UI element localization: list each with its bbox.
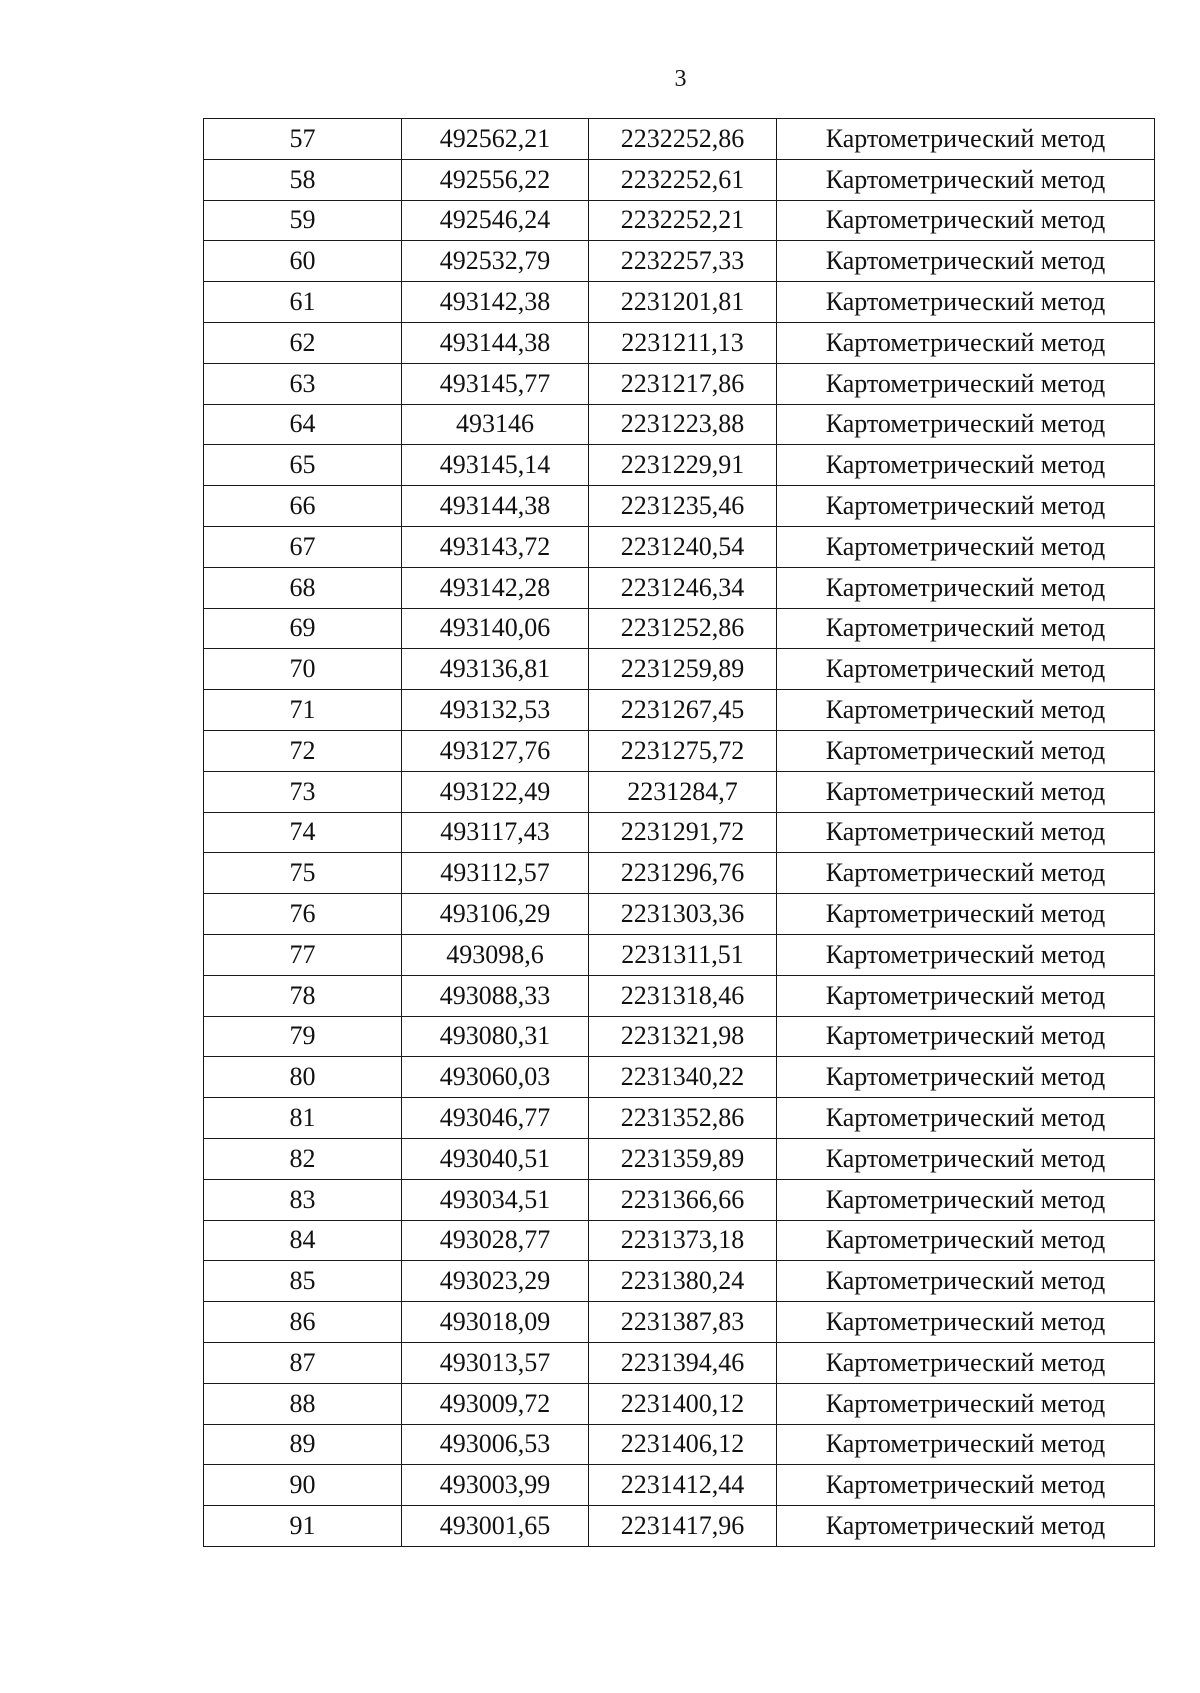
table-row: [204, 771, 1155, 812]
method-cell: Картометрический метод: [777, 1383, 1155, 1424]
x-coordinate-cell: 493046,77: [402, 1098, 589, 1139]
point-number-cell: 62: [204, 322, 402, 363]
x-coordinate-cell: 493106,29: [402, 894, 589, 935]
table-row: [204, 1220, 1155, 1261]
method-cell: Картометрический метод: [777, 730, 1155, 771]
method-cell: Картометрический метод: [777, 1302, 1155, 1343]
point-number-cell: 59: [204, 200, 402, 241]
x-coordinate-cell: 493140,06: [402, 608, 589, 649]
method-cell: Картометрический метод: [777, 567, 1155, 608]
x-coordinate-cell: 493146: [402, 404, 589, 445]
x-coordinate-cell: 493117,43: [402, 812, 589, 853]
coordinates-table-body: [204, 119, 1155, 1547]
x-coordinate-cell: 493144,38: [402, 486, 589, 527]
table-row: [204, 567, 1155, 608]
point-number-cell: 69: [204, 608, 402, 649]
x-coordinate-cell: 493001,65: [402, 1506, 589, 1547]
point-number-cell: 82: [204, 1138, 402, 1179]
point-number-cell: 71: [204, 690, 402, 731]
y-coordinate-cell: 2231267,45: [589, 690, 777, 731]
table-row: [204, 1424, 1155, 1465]
point-number-cell: 68: [204, 567, 402, 608]
y-coordinate-cell: 2231240,54: [589, 526, 777, 567]
table-row: [204, 322, 1155, 363]
y-coordinate-cell: 2231417,96: [589, 1506, 777, 1547]
x-coordinate-cell: 493145,14: [402, 445, 589, 486]
point-number-cell: 89: [204, 1424, 402, 1465]
y-coordinate-cell: 2231201,81: [589, 282, 777, 323]
table-row: [204, 1261, 1155, 1302]
x-coordinate-cell: 493009,72: [402, 1383, 589, 1424]
x-coordinate-cell: 493143,72: [402, 526, 589, 567]
method-cell: Картометрический метод: [777, 771, 1155, 812]
y-coordinate-cell: 2231303,36: [589, 894, 777, 935]
y-coordinate-cell: 2232252,21: [589, 200, 777, 241]
x-coordinate-cell: 493013,57: [402, 1342, 589, 1383]
page-number: 3: [674, 66, 687, 92]
y-coordinate-cell: 2231259,89: [589, 649, 777, 690]
y-coordinate-cell: 2231223,88: [589, 404, 777, 445]
method-cell: Картометрический метод: [777, 445, 1155, 486]
table-row: [204, 119, 1155, 160]
x-coordinate-cell: 493122,49: [402, 771, 589, 812]
x-coordinate-cell: 493145,77: [402, 363, 589, 404]
y-coordinate-cell: 2231229,91: [589, 445, 777, 486]
y-coordinate-cell: 2231296,76: [589, 853, 777, 894]
x-coordinate-cell: 493132,53: [402, 690, 589, 731]
point-number-cell: 58: [204, 159, 402, 200]
table-row: [204, 730, 1155, 771]
point-number-cell: 85: [204, 1261, 402, 1302]
y-coordinate-cell: 2231252,86: [589, 608, 777, 649]
method-cell: Картометрический метод: [777, 200, 1155, 241]
table-row: [204, 200, 1155, 241]
method-cell: Картометрический метод: [777, 1179, 1155, 1220]
method-cell: Картометрический метод: [777, 1220, 1155, 1261]
method-cell: Картометрический метод: [777, 1098, 1155, 1139]
y-coordinate-cell: 2231406,12: [589, 1424, 777, 1465]
y-coordinate-cell: 2231340,22: [589, 1057, 777, 1098]
table-row: [204, 486, 1155, 527]
point-number-cell: 57: [204, 119, 402, 160]
y-coordinate-cell: 2232252,61: [589, 159, 777, 200]
y-coordinate-cell: 2231211,13: [589, 322, 777, 363]
y-coordinate-cell: 2232257,33: [589, 241, 777, 282]
x-coordinate-cell: 493034,51: [402, 1179, 589, 1220]
table-row: [204, 1506, 1155, 1547]
table-row: [204, 1057, 1155, 1098]
point-number-cell: 63: [204, 363, 402, 404]
y-coordinate-cell: 2231284,7: [589, 771, 777, 812]
method-cell: Картометрический метод: [777, 608, 1155, 649]
x-coordinate-cell: 493040,51: [402, 1138, 589, 1179]
y-coordinate-cell: 2231400,12: [589, 1383, 777, 1424]
table-row: [204, 934, 1155, 975]
method-cell: Картометрический метод: [777, 690, 1155, 731]
method-cell: Картометрический метод: [777, 649, 1155, 690]
y-coordinate-cell: 2231318,46: [589, 975, 777, 1016]
table-row: [204, 282, 1155, 323]
point-number-cell: 70: [204, 649, 402, 690]
method-cell: Картометрический метод: [777, 975, 1155, 1016]
point-number-cell: 81: [204, 1098, 402, 1139]
method-cell: Картометрический метод: [777, 1342, 1155, 1383]
method-cell: Картометрический метод: [777, 1506, 1155, 1547]
y-coordinate-cell: 2231275,72: [589, 730, 777, 771]
point-number-cell: 87: [204, 1342, 402, 1383]
table-row: [204, 159, 1155, 200]
point-number-cell: 74: [204, 812, 402, 853]
table-row: [204, 1098, 1155, 1139]
point-number-cell: 77: [204, 934, 402, 975]
y-coordinate-cell: 2231359,89: [589, 1138, 777, 1179]
point-number-cell: 65: [204, 445, 402, 486]
table-row: [204, 975, 1155, 1016]
table-row: [204, 1383, 1155, 1424]
table-row: [204, 445, 1155, 486]
method-cell: Картометрический метод: [777, 1261, 1155, 1302]
point-number-cell: 66: [204, 486, 402, 527]
point-number-cell: 88: [204, 1383, 402, 1424]
x-coordinate-cell: 493006,53: [402, 1424, 589, 1465]
x-coordinate-cell: 493060,03: [402, 1057, 589, 1098]
point-number-cell: 79: [204, 1016, 402, 1057]
point-number-cell: 72: [204, 730, 402, 771]
y-coordinate-cell: 2232252,86: [589, 119, 777, 160]
method-cell: Картометрический метод: [777, 812, 1155, 853]
method-cell: Картометрический метод: [777, 363, 1155, 404]
y-coordinate-cell: 2231235,46: [589, 486, 777, 527]
y-coordinate-cell: 2231380,24: [589, 1261, 777, 1302]
table-row: [204, 812, 1155, 853]
y-coordinate-cell: 2231387,83: [589, 1302, 777, 1343]
method-cell: Картометрический метод: [777, 1424, 1155, 1465]
point-number-cell: 86: [204, 1302, 402, 1343]
table-row: [204, 526, 1155, 567]
y-coordinate-cell: 2231366,66: [589, 1179, 777, 1220]
method-cell: Картометрический метод: [777, 1138, 1155, 1179]
method-cell: Картометрический метод: [777, 486, 1155, 527]
x-coordinate-cell: 493142,28: [402, 567, 589, 608]
point-number-cell: 91: [204, 1506, 402, 1547]
table-row: [204, 363, 1155, 404]
coordinates-table: [203, 118, 1155, 1547]
y-coordinate-cell: 2231246,34: [589, 567, 777, 608]
method-cell: Картометрический метод: [777, 934, 1155, 975]
x-coordinate-cell: 493028,77: [402, 1220, 589, 1261]
y-coordinate-cell: 2231291,72: [589, 812, 777, 853]
table-row: [204, 1138, 1155, 1179]
x-coordinate-cell: 493142,38: [402, 282, 589, 323]
method-cell: Картометрический метод: [777, 282, 1155, 323]
method-cell: Картометрический метод: [777, 894, 1155, 935]
y-coordinate-cell: 2231352,86: [589, 1098, 777, 1139]
point-number-cell: 60: [204, 241, 402, 282]
x-coordinate-cell: 493080,31: [402, 1016, 589, 1057]
point-number-cell: 73: [204, 771, 402, 812]
table-row: [204, 404, 1155, 445]
table-row: [204, 1302, 1155, 1343]
method-cell: Картометрический метод: [777, 404, 1155, 445]
point-number-cell: 80: [204, 1057, 402, 1098]
x-coordinate-cell: 493144,38: [402, 322, 589, 363]
y-coordinate-cell: 2231321,98: [589, 1016, 777, 1057]
table-row: [204, 1179, 1155, 1220]
table-row: [204, 608, 1155, 649]
method-cell: Картометрический метод: [777, 1016, 1155, 1057]
y-coordinate-cell: 2231373,18: [589, 1220, 777, 1261]
table-row: [204, 1465, 1155, 1506]
x-coordinate-cell: 493127,76: [402, 730, 589, 771]
x-coordinate-cell: 492532,79: [402, 241, 589, 282]
x-coordinate-cell: 493088,33: [402, 975, 589, 1016]
x-coordinate-cell: 493003,99: [402, 1465, 589, 1506]
table-row: [204, 853, 1155, 894]
table-row: [204, 1016, 1155, 1057]
x-coordinate-cell: 493136,81: [402, 649, 589, 690]
y-coordinate-cell: 2231217,86: [589, 363, 777, 404]
point-number-cell: 84: [204, 1220, 402, 1261]
point-number-cell: 76: [204, 894, 402, 935]
x-coordinate-cell: 493023,29: [402, 1261, 589, 1302]
method-cell: Картометрический метод: [777, 322, 1155, 363]
x-coordinate-cell: 493018,09: [402, 1302, 589, 1343]
method-cell: Картометрический метод: [777, 1465, 1155, 1506]
method-cell: Картометрический метод: [777, 119, 1155, 160]
method-cell: Картометрический метод: [777, 526, 1155, 567]
table-row: [204, 1342, 1155, 1383]
y-coordinate-cell: 2231394,46: [589, 1342, 777, 1383]
point-number-cell: 83: [204, 1179, 402, 1220]
point-number-cell: 61: [204, 282, 402, 323]
x-coordinate-cell: 492556,22: [402, 159, 589, 200]
table-row: [204, 894, 1155, 935]
table-row: [204, 241, 1155, 282]
point-number-cell: 75: [204, 853, 402, 894]
x-coordinate-cell: 492546,24: [402, 200, 589, 241]
point-number-cell: 67: [204, 526, 402, 567]
method-cell: Картометрический метод: [777, 241, 1155, 282]
point-number-cell: 64: [204, 404, 402, 445]
point-number-cell: 78: [204, 975, 402, 1016]
method-cell: Картометрический метод: [777, 159, 1155, 200]
y-coordinate-cell: 2231412,44: [589, 1465, 777, 1506]
x-coordinate-cell: 492562,21: [402, 119, 589, 160]
y-coordinate-cell: 2231311,51: [589, 934, 777, 975]
method-cell: Картометрический метод: [777, 1057, 1155, 1098]
x-coordinate-cell: 493098,6: [402, 934, 589, 975]
point-number-cell: 90: [204, 1465, 402, 1506]
method-cell: Картометрический метод: [777, 853, 1155, 894]
x-coordinate-cell: 493112,57: [402, 853, 589, 894]
table-row: [204, 690, 1155, 731]
table-row: [204, 649, 1155, 690]
